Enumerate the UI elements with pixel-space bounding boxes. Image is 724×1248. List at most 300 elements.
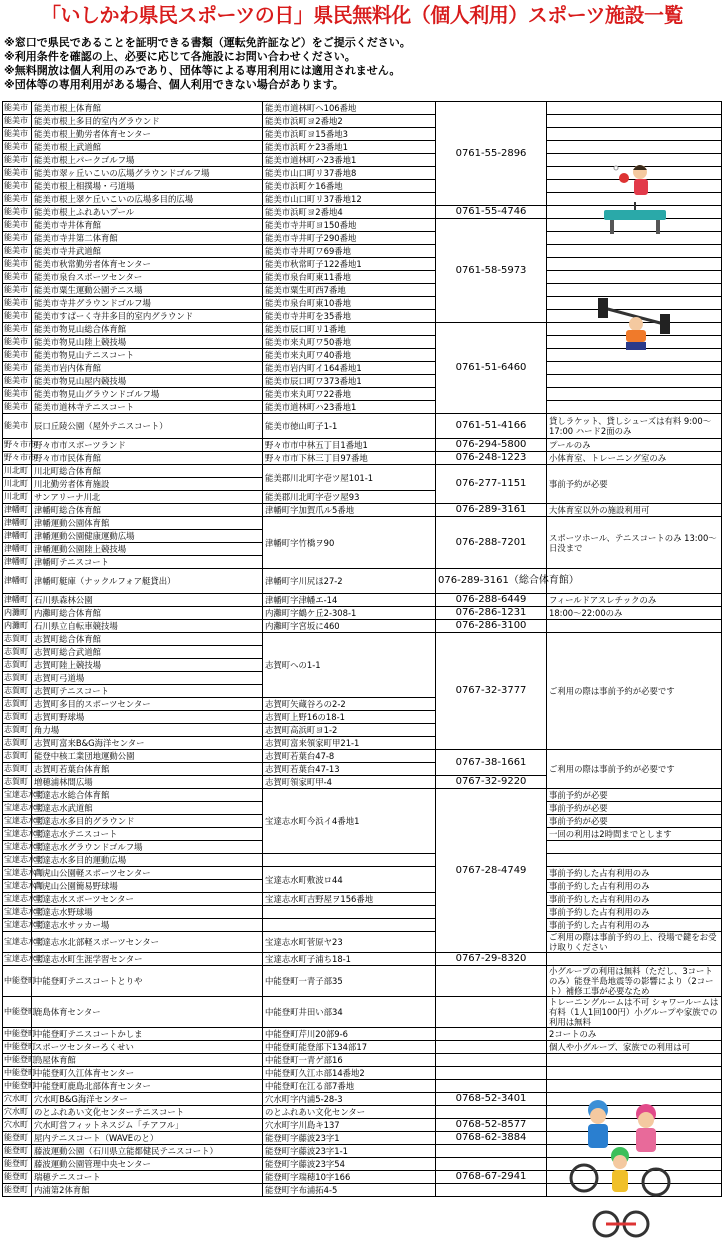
facility-cell: 能美市寺井グラウンドゴルフ場	[32, 297, 263, 310]
note-cell	[547, 141, 722, 154]
address-cell: 能美市浜町ヨ2番地2	[263, 115, 436, 128]
phone-cell	[436, 1080, 547, 1093]
note-cell	[547, 258, 722, 271]
municipality-cell: 宝達志水町	[3, 906, 32, 919]
facility-cell: 野々市市民体育館	[32, 452, 263, 465]
municipality-cell: 能登町	[3, 1171, 32, 1184]
page-title: 「いしかわ県民スポーツの日」県民無料化（個人利用）スポーツ施設一覧	[41, 3, 683, 27]
address-cell: 内灘町字鶴ケ丘2-308-1	[263, 607, 436, 620]
facility-cell: 瑞穂テニスコート	[32, 1171, 263, 1184]
facility-cell: 志賀町総合武道館	[32, 646, 263, 659]
municipality-cell: 津幡町	[3, 530, 32, 543]
table-row	[3, 893, 722, 906]
address-cell: 能美市寺井町を35番地	[263, 310, 436, 323]
note-cell: 18:00～22:00のみ	[547, 607, 722, 620]
facility-cell: 能美市根上多目的室内グラウンド	[32, 115, 263, 128]
table-row	[3, 141, 722, 154]
address-cell: 能美市道林町ハ23番地1	[263, 154, 436, 167]
address-cell: 能美市辰口町ワ373番地1	[263, 375, 436, 388]
facility-cell: 宝達志水総合体育館	[32, 789, 263, 802]
facility-cell: 能美市寺井第二体育館	[32, 232, 263, 245]
table-row	[3, 375, 722, 388]
municipality-cell: 能美市	[3, 297, 32, 310]
table-row	[3, 932, 722, 953]
municipality-cell: 能登町	[3, 1145, 32, 1158]
note-cell: 事前予約が必要	[547, 815, 722, 828]
phone-cell	[436, 1041, 547, 1054]
address-cell: 穴水町字川島キ137	[263, 1119, 436, 1132]
municipality-cell: 能美市	[3, 375, 32, 388]
facility-cell: 宝達志水テニスコート	[32, 828, 263, 841]
address-cell: 志賀町富来領家町甲21-1	[263, 737, 436, 750]
municipality-cell: 能美市	[3, 115, 32, 128]
note-cell	[547, 115, 722, 128]
address-cell: 宝達志水町敷波ロ44	[263, 867, 436, 893]
address-cell	[263, 906, 436, 919]
facility-cell: 能美市物見山総合体育館	[32, 323, 263, 336]
municipality-cell: 志賀町	[3, 659, 32, 672]
address-cell: 穴水町字内浦5-28-3	[263, 1093, 436, 1106]
facility-cell: 宝達志水多目的グラウンド	[32, 815, 263, 828]
municipality-cell: 津幡町	[3, 556, 32, 569]
phone-cell: 0761-58-5973	[436, 219, 547, 323]
address-cell: 能美市浜町ヨ15番地3	[263, 128, 436, 141]
facility-cell: 石川県立自転車競技場	[32, 620, 263, 633]
note-cell: 貸しラケット、貸しシューズは有料 9:00～17:00 ハード2面のみ	[547, 414, 722, 439]
facility-cell: 宝達志水町生涯学習センター	[32, 953, 263, 966]
note-cell	[547, 401, 722, 414]
table-row	[3, 271, 722, 284]
municipality-cell: 宝達志水町	[3, 789, 32, 802]
table-row	[3, 789, 722, 802]
municipality-cell: 能美市	[3, 128, 32, 141]
facility-cell: 宝達志水サッカー場	[32, 919, 263, 932]
table-row	[3, 906, 722, 919]
facility-cell: 穴水町B&G海洋センター	[32, 1093, 263, 1106]
phone-cell: 076-286-1231	[436, 607, 547, 620]
phone-cell: 0768-62-3884	[436, 1132, 547, 1145]
note-cell	[547, 841, 722, 854]
note-cell: スポーツホール、テニスコートのみ 13:00～日没まで	[547, 517, 722, 569]
address-cell: 能登町字布浦拓4-5	[263, 1184, 436, 1197]
facility-cell: 志賀町富来B&G海洋センター	[32, 737, 263, 750]
facility-cell: 能美市すぱーく寺井多目的室内グラウンド	[32, 310, 263, 323]
phone-cell	[436, 1158, 547, 1171]
facility-cell: スポーツセンターろくせい	[32, 1041, 263, 1054]
facility-cell: 能登中核工業団地運動公園	[32, 750, 263, 763]
municipality-cell: 川北町	[3, 478, 32, 491]
note-cell	[547, 375, 722, 388]
table-row	[3, 102, 722, 115]
facility-cell: 藤波運動公園管理中央センター	[32, 1158, 263, 1171]
phone-cell: 076-288-6449	[436, 594, 547, 607]
address-cell: 志賀町矢蔵谷ろの2-2	[263, 698, 436, 711]
municipality-cell: 能美市	[3, 167, 32, 180]
municipality-cell: 中能登町	[3, 997, 32, 1028]
municipality-cell: 能美市	[3, 232, 32, 245]
address-cell: 中能登町久江ホ部14番地2	[263, 1067, 436, 1080]
facility-cell: 能美市根上相撲場・弓道場	[32, 180, 263, 193]
municipality-cell: 能美市	[3, 310, 32, 323]
municipality-cell: 能美市	[3, 206, 32, 219]
facility-cell: 中能登町久江体育センター	[32, 1067, 263, 1080]
address-cell: 志賀町高浜町ヨ1-2	[263, 724, 436, 737]
note-cell: フィールドアスレチックのみ	[547, 594, 722, 607]
address-cell: 能登町字藤波23字1	[263, 1132, 436, 1145]
table-row	[3, 245, 722, 258]
note-cell: 事前予約した占有利用のみ	[547, 880, 722, 893]
address-cell: 能美市来丸町ワ50番地	[263, 336, 436, 349]
phone-cell: 0768-52-8577	[436, 1119, 547, 1132]
address-cell: 野々市市中林五丁目1番地1	[263, 439, 436, 452]
phone-cell: 0761-51-4166	[436, 414, 547, 439]
table-row	[3, 1054, 722, 1067]
note-cell: 小グループの利用は無料（ただし、3コートのみ）能登半島地震等の影響により（2コート）補修工事が必要なため	[547, 966, 722, 997]
table-row	[3, 867, 722, 880]
municipality-cell: 中能登町	[3, 1080, 32, 1093]
note-cell	[547, 1080, 722, 1093]
municipality-cell: 野々市市	[3, 439, 32, 452]
facility-cell: 津幡町艇庫（ナックルフォア艇貸出）	[32, 569, 263, 594]
address-cell: 津幡町字津幡エ-14	[263, 594, 436, 607]
facility-cell: サンアリーナ川北	[32, 491, 263, 504]
municipality-cell: 能美市	[3, 362, 32, 375]
municipality-cell: 宝達志水町	[3, 828, 32, 841]
municipality-cell: 内灘町	[3, 620, 32, 633]
table-row	[3, 750, 722, 763]
note-cell: ご利用の際は事前予約が必要です	[547, 633, 722, 750]
municipality-cell: 津幡町	[3, 504, 32, 517]
table-row	[3, 1041, 722, 1054]
note-cell: 個人や小グループ、家族での利用は可	[547, 1041, 722, 1054]
notes	[4, 36, 720, 92]
address-cell: 中能登町一青子部35	[263, 966, 436, 997]
address-cell: 能美市寺井町子290番地	[263, 232, 436, 245]
note-cell	[547, 102, 722, 115]
municipality-cell: 志賀町	[3, 685, 32, 698]
note-cell: ご利用の際は事前予約の上、役場で鍵をお受け取りください	[547, 932, 722, 953]
facility-cell: 津幡町総合体育館	[32, 504, 263, 517]
municipality-cell: 能美市	[3, 388, 32, 401]
phone-cell: 0761-51-6460	[436, 323, 547, 414]
table-row	[3, 607, 722, 620]
table-row	[3, 1067, 722, 1080]
municipality-cell: 野々市市	[3, 452, 32, 465]
municipality-cell: 川北町	[3, 465, 32, 478]
note-line: ※利用条件を確認の上、必要に応じて各施設にお問い合わせください。	[4, 50, 356, 63]
municipality-cell: 津幡町	[3, 569, 32, 594]
note-cell: 事前予約した占有利用のみ	[547, 919, 722, 932]
municipality-cell: 志賀町	[3, 724, 32, 737]
facility-cell: 能美市岩内体育館	[32, 362, 263, 375]
note-cell	[547, 620, 722, 633]
note-cell	[547, 245, 722, 258]
address-cell: 能美市寺井町ワ69番地	[263, 245, 436, 258]
table-row	[3, 452, 722, 465]
municipality-cell: 志賀町	[3, 750, 32, 763]
facility-cell: 志賀町野球場	[32, 711, 263, 724]
municipality-cell: 中能登町	[3, 1067, 32, 1080]
address-cell: 能美市来丸町ワ40番地	[263, 349, 436, 362]
facility-cell: 能美市根上翠ケ丘いこいの広場多目的広場	[32, 193, 263, 206]
facility-cell: 中能登町鹿島北部体育センター	[32, 1080, 263, 1093]
facility-cell: 白虎山公園軽スポーツセンター	[32, 867, 263, 880]
address-cell: 能登町字藤波23字1-1	[263, 1145, 436, 1158]
phone-cell	[436, 1067, 547, 1080]
municipality-cell: 宝達志水町	[3, 919, 32, 932]
address-cell: 能美市岩内町イ164番地1	[263, 362, 436, 375]
table-row	[3, 966, 722, 997]
phone-cell: 076-289-3161（総合体育館）	[436, 569, 547, 594]
municipality-cell: 能美市	[3, 180, 32, 193]
table-row	[3, 258, 722, 271]
address-cell: 内灘町字宮坂に460	[263, 620, 436, 633]
note-cell: プールのみ	[547, 439, 722, 452]
municipality-cell: 能登町	[3, 1158, 32, 1171]
municipality-cell: 穴水町	[3, 1093, 32, 1106]
facility-cell: 白虎山公園簡易野球場	[32, 880, 263, 893]
municipality-cell: 宝達志水町	[3, 815, 32, 828]
facility-cell: 川北勤労者体育施設	[32, 478, 263, 491]
table-row	[3, 633, 722, 646]
facility-cell: 能美市翠ヶ丘いこいの広場グラウンドゴルフ場	[32, 167, 263, 180]
note-line: ※無料開放は個人利用のみであり、団体等による専用利用には適用されません。	[4, 64, 401, 77]
address-cell: 中能登町芹川20部9-6	[263, 1028, 436, 1041]
facility-cell: 能美市寺井武道館	[32, 245, 263, 258]
note-cell: 事前予約が必要	[547, 465, 722, 504]
table-row	[3, 388, 722, 401]
table-row	[3, 1028, 722, 1041]
address-cell: 宝達志水町今浜イ4番地1	[263, 789, 436, 854]
address-cell: 宝達志水町吉野屋ヲ156番地	[263, 893, 436, 906]
address-cell	[263, 854, 436, 867]
facility-cell: 辰口丘陵公園（屋外テニスコート）	[32, 414, 263, 439]
address-cell: 能美市浜町ケ16番地	[263, 180, 436, 193]
municipality-cell: 宝達志水町	[3, 802, 32, 815]
municipality-cell: 穴水町	[3, 1106, 32, 1119]
table-row	[3, 414, 722, 439]
municipality-cell: 能美市	[3, 193, 32, 206]
note-cell: ご利用の際は事前予約が必要です	[547, 750, 722, 789]
address-cell: 能美郡川北町字壱ツ屋93	[263, 491, 436, 504]
note-cell: 事前予約が必要	[547, 789, 722, 802]
facility-cell: 宝達志水スポーツセンター	[32, 893, 263, 906]
table-row	[3, 504, 722, 517]
facility-cell: 宝達志水多目的運動広場	[32, 854, 263, 867]
facility-cell: 志賀町多目的スポーツセンター	[32, 698, 263, 711]
facility-cell: 藤波運動公園（石川県立能都健民テニスコート）	[32, 1145, 263, 1158]
municipality-cell: 中能登町	[3, 1028, 32, 1041]
weightlifting-illustration	[596, 288, 672, 358]
address-cell: 津幡町字竹橋ヲ90	[263, 517, 436, 569]
phone-cell	[436, 997, 547, 1028]
facility-cell: 能美市泉台スポーツセンター	[32, 271, 263, 284]
table-row	[3, 919, 722, 932]
municipality-cell: 中能登町	[3, 1054, 32, 1067]
table-row	[3, 569, 722, 594]
facility-cell: 志賀町弓道場	[32, 672, 263, 685]
facility-cell: 能美市寺井体育館	[32, 219, 263, 232]
facility-cell: 中能登町テニスコートかしま	[32, 1028, 263, 1041]
address-cell: 能美市泉台町東10番地	[263, 297, 436, 310]
facility-cell: 能美市粟生運動公園テニス場	[32, 284, 263, 297]
address-cell: 能美市秋常町子122番地1	[263, 258, 436, 271]
municipality-cell: 能美市	[3, 102, 32, 115]
facility-cell: 津幡町テニスコート	[32, 556, 263, 569]
municipality-cell: 宝達志水町	[3, 880, 32, 893]
phone-cell: 076-288-7201	[436, 517, 547, 569]
note-cell	[547, 362, 722, 375]
facility-cell: 鹿島体育センター	[32, 997, 263, 1028]
facility-cell: 宝達志水武道館	[32, 802, 263, 815]
facility-cell: 宝達志水野球場	[32, 906, 263, 919]
municipality-cell: 能美市	[3, 414, 32, 439]
note-line: ※窓口で県民であることを証明できる書類（運転免許証など）をご提示ください。	[4, 36, 411, 49]
municipality-cell: 能美市	[3, 336, 32, 349]
address-cell: のとふれあい文化センター	[263, 1106, 436, 1119]
table-row	[3, 128, 722, 141]
address-cell: 能登町字瑞穂10字166	[263, 1171, 436, 1184]
address-cell	[263, 919, 436, 932]
municipality-cell: 中能登町	[3, 1041, 32, 1054]
table-row	[3, 362, 722, 375]
note-cell	[547, 953, 722, 966]
table-row	[3, 1080, 722, 1093]
facility-cell: 宝達志水北部軽スポーツセンター	[32, 932, 263, 953]
facility-cell: 宝達志水グラウンドゴルフ場	[32, 841, 263, 854]
facility-cell: 能美市物見山グラウンドゴルフ場	[32, 388, 263, 401]
phone-cell	[436, 1145, 547, 1158]
table-row	[3, 620, 722, 633]
address-cell: 中能登町一青ゲ部16	[263, 1054, 436, 1067]
address-cell: 能美市浜町ヨ2番地4	[263, 206, 436, 219]
facility-cell: 志賀町総合体育館	[32, 633, 263, 646]
address-cell: 能美市道林町ハ23番地1	[263, 401, 436, 414]
facility-cell: 能美市道林寺テニスコート	[32, 401, 263, 414]
municipality-cell: 志賀町	[3, 633, 32, 646]
phone-cell	[436, 966, 547, 997]
table-row	[3, 517, 722, 530]
municipality-cell: 津幡町	[3, 594, 32, 607]
address-cell: 能美市山口町リ37番地12	[263, 193, 436, 206]
facility-table	[2, 101, 722, 1197]
note-cell: 事前予約した占有利用のみ	[547, 893, 722, 906]
municipality-cell: 宝達志水町	[3, 893, 32, 906]
facility-cell: 志賀町テニスコート	[32, 685, 263, 698]
municipality-cell: 能美市	[3, 219, 32, 232]
address-cell: 能美市泉台町東11番地	[263, 271, 436, 284]
note-cell	[547, 388, 722, 401]
address-cell: 能美市辰口町リ1番地	[263, 323, 436, 336]
phone-cell: 0767-38-1661	[436, 750, 547, 776]
table-row	[3, 953, 722, 966]
municipality-cell: 内灘町	[3, 607, 32, 620]
phone-cell	[436, 1184, 547, 1197]
table-row	[3, 401, 722, 414]
phone-cell: 0761-55-2896	[436, 102, 547, 206]
address-cell: 津幡町字加賀爪ル5番地	[263, 504, 436, 517]
municipality-cell: 能美市	[3, 245, 32, 258]
phone-cell: 0768-67-2941	[436, 1171, 547, 1184]
phone-cell: 0767-28-4749	[436, 789, 547, 953]
address-cell: 宝達志水町菅原ヤ23	[263, 932, 436, 953]
phone-cell: 076-277-1151	[436, 465, 547, 504]
phone-cell: 0761-55-4746	[436, 206, 547, 219]
address-cell: 能美市浜町ケ23番地1	[263, 141, 436, 154]
address-cell: 能美市道林町ヘ106番地	[263, 102, 436, 115]
municipality-cell: 中能登町	[3, 966, 32, 997]
facility-cell: 能美市秋常勤労者体育センター	[32, 258, 263, 271]
address-cell: 志賀町若葉台47-13	[263, 763, 436, 776]
facility-cell: 内浦第2体育館	[32, 1184, 263, 1197]
facility-cell: 野々市市スポーツランド	[32, 439, 263, 452]
municipality-cell: 能美市	[3, 258, 32, 271]
phone-cell: 0768-52-3401	[436, 1093, 547, 1106]
phone-cell: 076-294-5800	[436, 439, 547, 452]
note-cell: 事前予約が必要	[547, 802, 722, 815]
note-cell: 小体育室、トレーニング室のみ	[547, 452, 722, 465]
municipality-cell: 宝達志水町	[3, 953, 32, 966]
municipality-cell: 志賀町	[3, 646, 32, 659]
facility-cell: 能美市根上武道館	[32, 141, 263, 154]
facility-cell: 中能登町テニスコートとりや	[32, 966, 263, 997]
table-row	[3, 465, 722, 478]
address-cell: 能美市徳山町子1-1	[263, 414, 436, 439]
address-cell: 志賀町への1-1	[263, 633, 436, 698]
facility-cell: 志賀町若葉台体育館	[32, 763, 263, 776]
address-cell: 能登町字藤波23字54	[263, 1158, 436, 1171]
municipality-cell: 志賀町	[3, 776, 32, 789]
note-cell: 一回の利用は2時間までとします	[547, 828, 722, 841]
phone-cell: 076-286-3100	[436, 620, 547, 633]
address-cell: 津幡町字川尻ほ27-2	[263, 569, 436, 594]
facility-cell: 増穂浦林間広場	[32, 776, 263, 789]
table-tennis-illustration	[600, 158, 672, 238]
municipality-cell: 能美市	[3, 141, 32, 154]
facility-cell: 能美市物見山テニスコート	[32, 349, 263, 362]
municipality-cell: 宝達志水町	[3, 841, 32, 854]
note-cell	[547, 1054, 722, 1067]
municipality-cell: 宝達志水町	[3, 854, 32, 867]
municipality-cell: 穴水町	[3, 1119, 32, 1132]
municipality-cell: 津幡町	[3, 517, 32, 530]
municipality-cell: 能美市	[3, 271, 32, 284]
address-cell: 中能登町在江る部7番地	[263, 1080, 436, 1093]
note-cell: 事前予約した占有利用のみ	[547, 867, 722, 880]
municipality-cell: 能美市	[3, 401, 32, 414]
phone-cell	[436, 1106, 547, 1119]
note-cell	[547, 1067, 722, 1080]
municipality-cell: 津幡町	[3, 543, 32, 556]
address-cell: 志賀町上野16の18-1	[263, 711, 436, 724]
municipality-cell: 能美市	[3, 349, 32, 362]
municipality-cell: 志賀町	[3, 711, 32, 724]
note-cell: 事前予約した占有利用のみ	[547, 906, 722, 919]
note-cell: 2コートのみ	[547, 1028, 722, 1041]
municipality-cell: 志賀町	[3, 737, 32, 750]
facility-cell: 石川県森林公園	[32, 594, 263, 607]
note-cell: トレーニングルームは不可 シャワールームは有料（1人1回100円）小グループや家族での利用は無料	[547, 997, 722, 1028]
municipality-cell: 志賀町	[3, 763, 32, 776]
address-cell: 中能登町井田い部34	[263, 997, 436, 1028]
address-cell: 志賀町領家町甲-4	[263, 776, 436, 789]
facility-cell: 能美市物見山陸上競技場	[32, 336, 263, 349]
address-cell: 能美郡川北町字壱ツ屋101-1	[263, 465, 436, 491]
facility-cell: 津幡運動公園陸上競技場	[32, 543, 263, 556]
table-row	[3, 997, 722, 1028]
facility-cell: 屋内テニスコート（WAVEのと）	[32, 1132, 263, 1145]
municipality-cell: 能美市	[3, 154, 32, 167]
